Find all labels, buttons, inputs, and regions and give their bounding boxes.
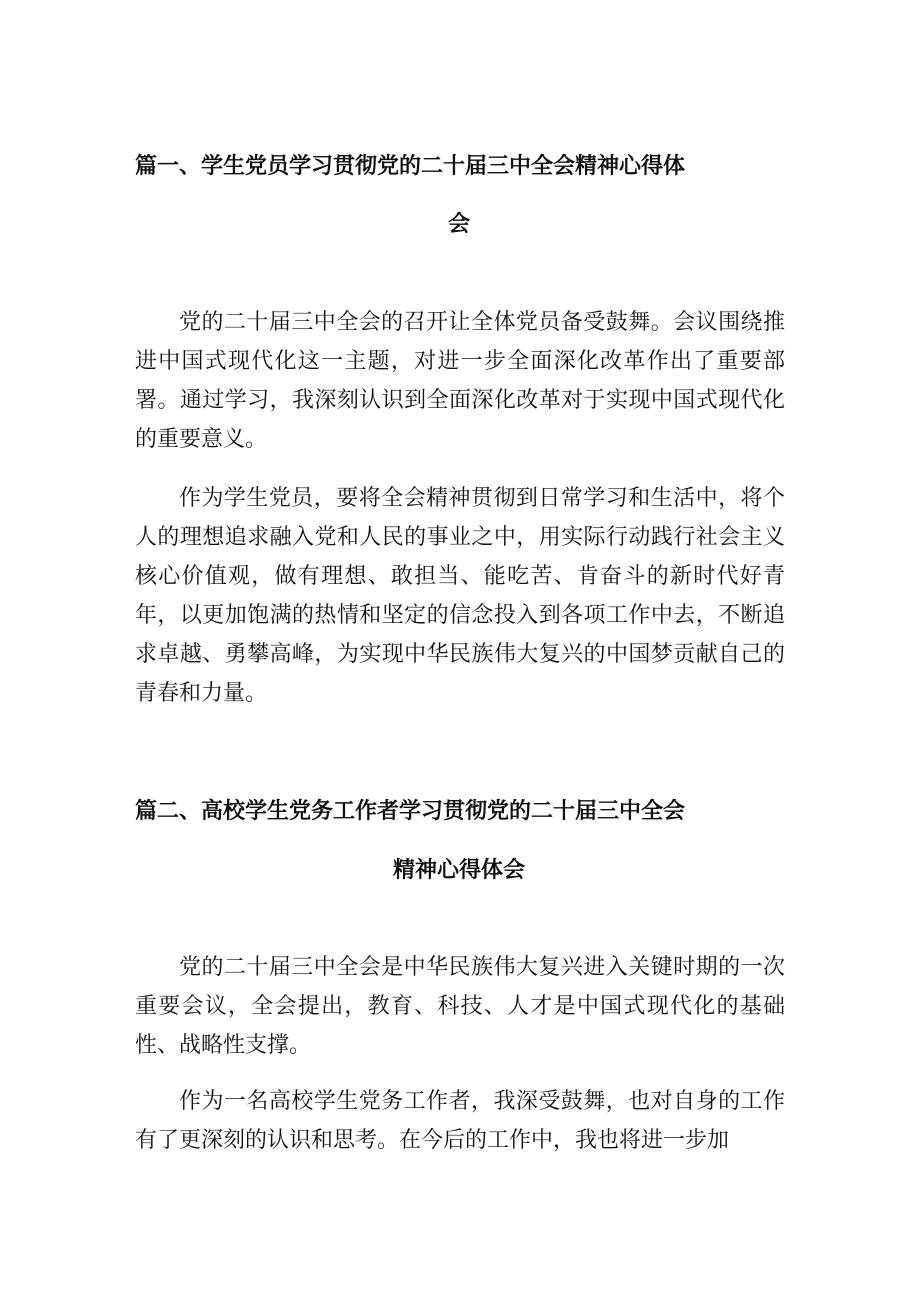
section-2-paragraph-1: 党的二十届三中全会是中华民族伟大复兴进入关键时期的一次重要会议，全会提出，教育、科技、人才是中国式现代化的基础性、战略性支撑。 (135, 955, 785, 1058)
section-2-title-line-1: 篇二、高校学生党务工作者学习贯彻党的二十届三中全会 (135, 799, 686, 824)
section-2-title-line-2: 精神心得体会 (393, 858, 526, 883)
section-1-paragraph-1: 党的二十届三中全会的召开让全体党员备受鼓舞。会议围绕推进中国式现代化这一主题，对进一步全面深化改革作出了重要部署。通过学习，我深刻认识到全面深化改革对于实现中国式现代化的重要意义。 (135, 310, 785, 452)
section-2-paragraph-2: 作为一名高校学生党务工作者，我深受鼓舞，也对自身的工作有了更深刻的认识和思考。在今后的工作中，我也将进一步加 (135, 1089, 785, 1153)
section-1-title-line-2: 会 (448, 212, 471, 237)
section-1-title-line-1: 篇一、学生党员学习贯彻党的二十届三中全会精神心得体 (135, 154, 686, 179)
section-1-paragraph-2: 作为学生党员，要将全会精神贯彻到日常学习和生活中，将个人的理想追求融入党和人民的事业之中，用实际行动践行社会主义核心价值观，做有理想、敢担当、能吃苦、肯奋斗的新时代好青年，以更加饱满的热情和坚定的信念投入到各项工作中去，不断追求卓越、勇攀高峰，为实现中华民族伟大复兴的中国梦贡献自己的青春和力量。 (135, 486, 785, 706)
